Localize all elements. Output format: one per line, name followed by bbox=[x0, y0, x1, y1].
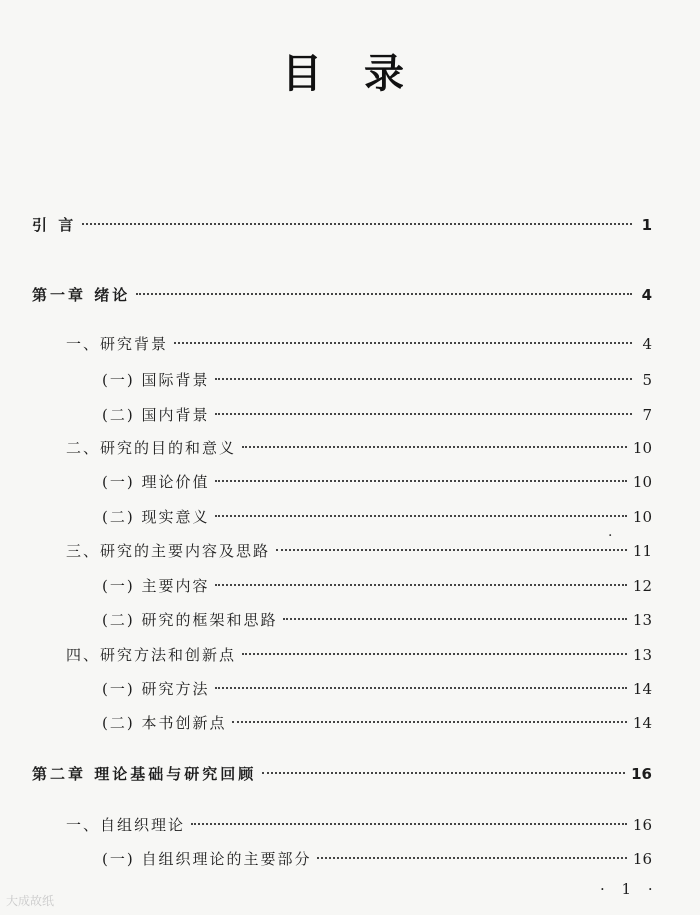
toc-page-number: 11 bbox=[632, 542, 652, 560]
toc-entry-text: (二) 国内背景 bbox=[102, 406, 210, 424]
leader-dots bbox=[276, 549, 627, 551]
leader-dots bbox=[215, 584, 626, 586]
toc-page-number: 16 bbox=[632, 850, 652, 868]
toc-entry-chapter-1[interactable] bbox=[32, 283, 652, 307]
toc-entry-subsection[interactable] bbox=[102, 711, 652, 735]
leader-dots bbox=[174, 342, 632, 344]
toc-entry-section[interactable] bbox=[66, 436, 652, 460]
toc-entry-subsection[interactable] bbox=[102, 574, 652, 598]
toc-page-number: 14 bbox=[632, 680, 652, 698]
toc-page-number: 16 bbox=[632, 816, 652, 834]
toc-entry-text: (一) 研究方法 bbox=[102, 680, 210, 698]
toc-entry-subsection[interactable] bbox=[102, 505, 652, 529]
toc-page-number: 14 bbox=[632, 714, 652, 732]
toc-entry-section[interactable] bbox=[66, 539, 652, 563]
stray-dot-mark: · bbox=[608, 528, 613, 544]
leader-dots bbox=[215, 687, 626, 689]
toc-entry-text: (二) 研究的框架和思路 bbox=[102, 611, 278, 629]
toc-page-number: 4 bbox=[641, 286, 652, 304]
watermark-text: 大成故纸 bbox=[6, 894, 55, 908]
leader-dots bbox=[262, 772, 625, 774]
toc-entry-section[interactable] bbox=[66, 332, 652, 356]
toc-page-number: 4 bbox=[642, 335, 652, 353]
toc-entry-text: 一、研究背景 bbox=[66, 335, 169, 353]
toc-entry-subsection[interactable] bbox=[102, 368, 652, 392]
leader-dots bbox=[242, 446, 627, 448]
toc-page-number: 10 bbox=[632, 439, 652, 457]
leader-dots bbox=[82, 223, 632, 225]
toc-page-number: 16 bbox=[631, 765, 652, 783]
leader-dots bbox=[191, 823, 627, 825]
toc-page-number: 10 bbox=[632, 508, 652, 526]
toc-entry-subsection[interactable] bbox=[102, 847, 652, 871]
toc-entry-subsection[interactable] bbox=[102, 403, 652, 427]
leader-dots bbox=[283, 618, 626, 620]
toc-entry-chapter-2[interactable] bbox=[32, 762, 652, 786]
toc-page-number: 13 bbox=[632, 646, 652, 664]
toc-entry-text: (二) 现实意义 bbox=[102, 508, 210, 526]
toc-entry-intro[interactable] bbox=[32, 213, 652, 237]
toc-entry-subsection[interactable] bbox=[102, 470, 652, 494]
toc-entry-text: (一) 理论价值 bbox=[102, 473, 210, 491]
toc-entry-text: (一) 主要内容 bbox=[102, 577, 210, 595]
leader-dots bbox=[215, 378, 632, 380]
toc-entry-text: 二、研究的目的和意义 bbox=[66, 439, 237, 457]
toc-entry-section[interactable] bbox=[66, 643, 652, 667]
leader-dots bbox=[215, 515, 626, 517]
toc-entry-text: (二) 本书创新点 bbox=[102, 714, 227, 732]
toc-entry-section[interactable] bbox=[66, 813, 652, 837]
toc-entry-subsection[interactable] bbox=[102, 677, 652, 701]
toc-page-number: 7 bbox=[642, 406, 652, 424]
toc-page-number: 10 bbox=[632, 473, 652, 491]
toc-entry-text: (一) 国际背景 bbox=[102, 371, 210, 389]
toc-entry-text: 第一章 绪论 bbox=[32, 286, 131, 304]
leader-dots bbox=[242, 653, 627, 655]
toc-page-number: 5 bbox=[642, 371, 652, 389]
toc-entry-text: 一、自组织理论 bbox=[66, 816, 186, 834]
toc-entry-text: 第二章 理论基础与研究回顾 bbox=[32, 765, 257, 783]
footer-page-number: · 1 · bbox=[600, 880, 659, 898]
page-title: 目 录 bbox=[282, 51, 418, 97]
toc-page-number: 12 bbox=[632, 577, 652, 595]
toc-entry-text: 引 言 bbox=[32, 216, 77, 234]
leader-dots bbox=[317, 857, 626, 859]
toc-entry-text: (一) 自组织理论的主要部分 bbox=[102, 850, 312, 868]
leader-dots bbox=[215, 413, 632, 415]
toc-page-number: 13 bbox=[632, 611, 652, 629]
toc-entry-subsection[interactable] bbox=[102, 608, 652, 632]
toc-entry-text: 三、研究的主要内容及思路 bbox=[66, 542, 271, 560]
leader-dots bbox=[215, 480, 626, 482]
toc-page-number: 1 bbox=[641, 216, 652, 234]
leader-dots bbox=[136, 293, 632, 295]
toc-entry-text: 四、研究方法和创新点 bbox=[66, 646, 237, 664]
leader-dots bbox=[232, 721, 626, 723]
